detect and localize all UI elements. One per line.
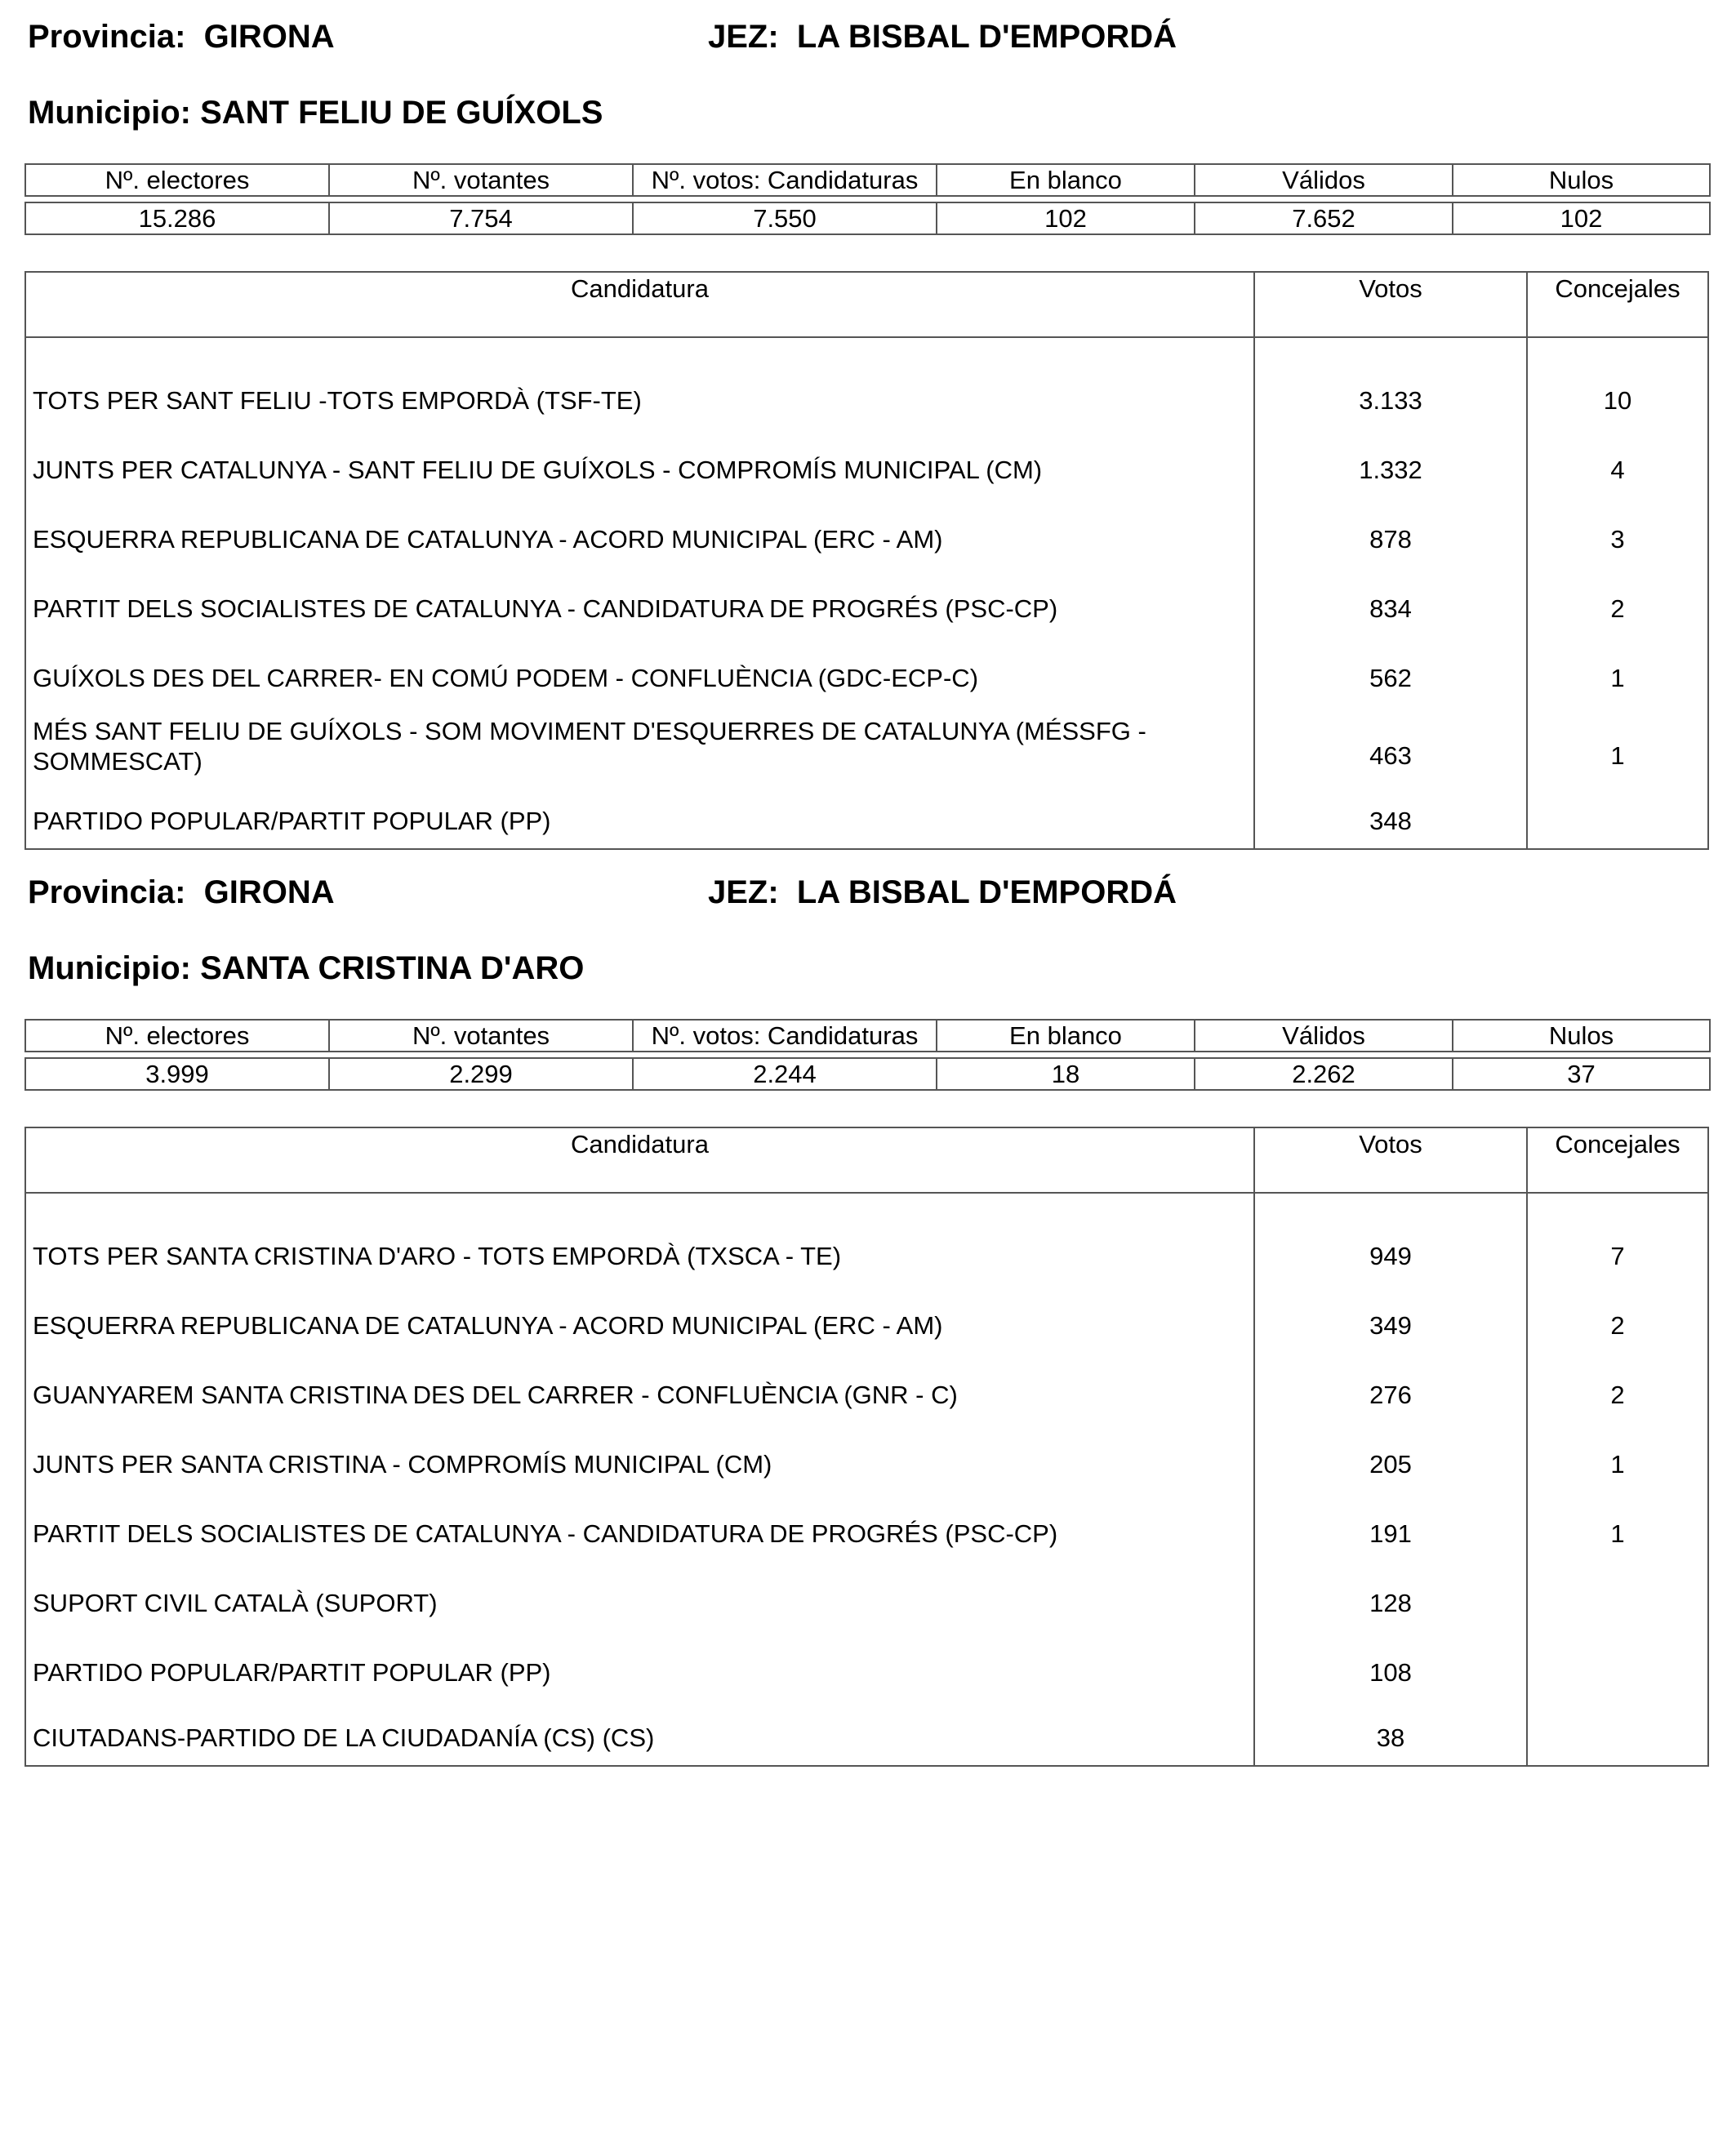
electores-value: 3.999 — [25, 1058, 329, 1090]
candidatura-seats: 2 — [1610, 1311, 1625, 1340]
results-header-row — [26, 1128, 1707, 1194]
table-row — [26, 705, 1707, 783]
provincia-value: GIRONA — [203, 874, 335, 910]
validos-value: 7.652 — [1195, 202, 1453, 234]
candidatura-name: PARTIDO POPULAR/PARTIT POPULAR (PP) — [26, 1630, 1255, 1700]
votantes-value: 7.754 — [329, 202, 633, 234]
candidatura-name: CIUTADANS-PARTIDO DE LA CIUDADANÍA (CS) (CS) — [26, 1700, 1255, 1765]
candidatura-name: PARTIT DELS SOCIALISTES DE CATALUNYA - CANDIDATURA DE PROGRÉS (PSC-CP) — [26, 567, 1255, 636]
summary-table — [24, 163, 1711, 235]
candidatura-seats: 4 — [1610, 456, 1625, 484]
candidatura-name: PARTIT DELS SOCIALISTES DE CATALUNYA - CANDIDATURA DE PROGRÉS (PSC-CP) — [26, 1492, 1255, 1561]
candidatura-seats: 1 — [1610, 1450, 1625, 1479]
concejales-header: Concejales — [1555, 274, 1680, 303]
electores-value: 15.286 — [25, 202, 329, 234]
candidatura-seats — [1528, 783, 1707, 848]
nulos-value: 102 — [1453, 202, 1710, 234]
electores-header: Nº. electores — [25, 1020, 329, 1052]
jez-label: JEZ: — [708, 874, 779, 910]
provincia-header — [28, 874, 335, 911]
candidatura-seats — [1528, 1700, 1707, 1765]
votos-header: Votos — [1255, 1128, 1528, 1192]
table-row — [26, 1422, 1707, 1492]
provincia-label: Provincia: — [28, 19, 186, 55]
votantes-header: Nº. votantes — [329, 1020, 633, 1052]
candidatura-seats: 2 — [1610, 594, 1625, 623]
candidatura-name: ESQUERRA REPUBLICANA DE CATALUNYA - ACORD MUNICIPAL (ERC - AM) — [26, 1283, 1255, 1353]
candidatura-name: PARTIDO POPULAR/PARTIT POPULAR (PP) — [26, 783, 1255, 848]
candidatura-header: Candidatura — [26, 1128, 1255, 1192]
candidatura-name: TOTS PER SANTA CRISTINA D'ARO - TOTS EMPORDÀ (TXSCA - TE) — [26, 1214, 1255, 1283]
table-row — [26, 636, 1707, 705]
candidatura-votes: 1.332 — [1255, 428, 1528, 497]
candidatura-votes: 878 — [1255, 497, 1528, 567]
candidatura-votes: 349 — [1255, 1283, 1528, 1353]
candidatura-seats: 10 — [1603, 386, 1632, 415]
validos-value: 2.262 — [1195, 1058, 1453, 1090]
jez-header — [708, 874, 1177, 911]
jez-label: JEZ: — [708, 19, 779, 55]
votantes-header: Nº. votantes — [329, 164, 633, 196]
candidatura-seats: 1 — [1610, 1519, 1625, 1548]
candidatura-name: SUPORT CIVIL CATALÀ (SUPORT) — [26, 1561, 1255, 1630]
summary-value-row — [25, 202, 1710, 234]
nulos-value: 37 — [1453, 1058, 1710, 1090]
summary-table — [24, 1019, 1711, 1091]
candidatura-votes: 562 — [1255, 636, 1528, 705]
results-header-row — [26, 273, 1707, 338]
votos-candidaturas-header: Nº. votos: Candidaturas — [633, 1020, 937, 1052]
results-table — [24, 1127, 1709, 1767]
en-blanco-header: En blanco — [937, 164, 1195, 196]
table-row — [26, 1492, 1707, 1561]
candidatura-seats: 2 — [1610, 1381, 1625, 1409]
table-row — [26, 1353, 1707, 1422]
candidatura-name: GUANYAREM SANTA CRISTINA DES DEL CARRER - CONFLUÈNCIA (GNR - C) — [26, 1353, 1255, 1422]
en-blanco-value: 102 — [937, 202, 1195, 234]
candidatura-votes: 128 — [1255, 1561, 1528, 1630]
candidatura-seats — [1528, 1561, 1707, 1630]
candidatura-votes: 348 — [1255, 783, 1528, 848]
provincia-label: Provincia: — [28, 874, 186, 910]
results-table — [24, 271, 1709, 850]
candidatura-name: JUNTS PER SANTA CRISTINA - COMPROMÍS MUNICIPAL (CM) — [26, 1422, 1255, 1492]
candidatura-name: JUNTS PER CATALUNYA - SANT FELIU DE GUÍXOLS - COMPROMÍS MUNICIPAL (CM) — [26, 428, 1255, 497]
candidatura-seats: 7 — [1610, 1242, 1625, 1270]
table-row — [26, 1283, 1707, 1353]
summary-header-row — [25, 164, 1710, 196]
candidatura-seats: 1 — [1610, 664, 1625, 692]
table-row — [26, 1700, 1707, 1765]
votos-candidaturas-value: 2.244 — [633, 1058, 937, 1090]
municipio-value: SANTA CRISTINA D'ARO — [200, 950, 585, 986]
candidatura-votes: 834 — [1255, 567, 1528, 636]
nulos-header: Nulos — [1453, 164, 1710, 196]
candidatura-name: TOTS PER SANT FELIU -TOTS EMPORDÀ (TSF-TE) — [26, 358, 1255, 428]
candidatura-votes: 38 — [1255, 1700, 1528, 1765]
votantes-value: 2.299 — [329, 1058, 633, 1090]
candidatura-name: GUÍXOLS DES DEL CARRER- EN COMÚ PODEM - CONFLUÈNCIA (GDC-ECP-C) — [26, 636, 1255, 705]
jez-value: LA BISBAL D'EMPORDÁ — [796, 19, 1177, 55]
candidatura-votes: 463 — [1255, 705, 1528, 783]
municipio-label: Municipio: — [28, 95, 191, 131]
candidatura-seats: 3 — [1610, 525, 1625, 554]
provincia-value: GIRONA — [203, 19, 335, 55]
concejales-header: Concejales — [1555, 1130, 1680, 1158]
provincia-header — [28, 18, 335, 56]
table-row — [26, 497, 1707, 567]
candidatura-votes: 191 — [1255, 1492, 1528, 1561]
jez-value: LA BISBAL D'EMPORDÁ — [796, 874, 1177, 910]
table-row — [26, 1561, 1707, 1630]
candidatura-votes: 205 — [1255, 1422, 1528, 1492]
summary-header-row — [25, 1020, 1710, 1052]
validos-header: Válidos — [1195, 1020, 1453, 1052]
votos-candidaturas-header: Nº. votos: Candidaturas — [633, 164, 937, 196]
municipio-header — [28, 949, 584, 987]
summary-value-row — [25, 1058, 1710, 1090]
votos-header: Votos — [1255, 273, 1528, 336]
candidatura-seats: 1 — [1610, 741, 1625, 770]
validos-header: Válidos — [1195, 164, 1453, 196]
en-blanco-header: En blanco — [937, 1020, 1195, 1052]
votos-candidaturas-value: 7.550 — [633, 202, 937, 234]
nulos-header: Nulos — [1453, 1020, 1710, 1052]
candidatura-votes: 3.133 — [1255, 358, 1528, 428]
table-row — [26, 1214, 1707, 1283]
candidatura-name: ESQUERRA REPUBLICANA DE CATALUNYA - ACORD MUNICIPAL (ERC - AM) — [26, 497, 1255, 567]
electores-header: Nº. electores — [25, 164, 329, 196]
jez-header — [708, 18, 1177, 56]
table-row — [26, 783, 1707, 848]
candidatura-header: Candidatura — [26, 273, 1255, 336]
candidatura-name: MÉS SANT FELIU DE GUÍXOLS - SOM MOVIMENT D'ESQUERRES DE CATALUNYA (MÉSSFG - SOMMESCAT) — [26, 705, 1255, 783]
municipio-value: SANT FELIU DE GUÍXOLS — [200, 95, 603, 131]
municipio-header — [28, 94, 603, 131]
municipio-label: Municipio: — [28, 950, 191, 986]
candidatura-votes: 108 — [1255, 1630, 1528, 1700]
table-row — [26, 1630, 1707, 1700]
en-blanco-value: 18 — [937, 1058, 1195, 1090]
table-row — [26, 567, 1707, 636]
candidatura-votes: 276 — [1255, 1353, 1528, 1422]
table-row — [26, 428, 1707, 497]
candidatura-seats — [1528, 1630, 1707, 1700]
candidatura-votes: 949 — [1255, 1214, 1528, 1283]
table-row — [26, 358, 1707, 428]
